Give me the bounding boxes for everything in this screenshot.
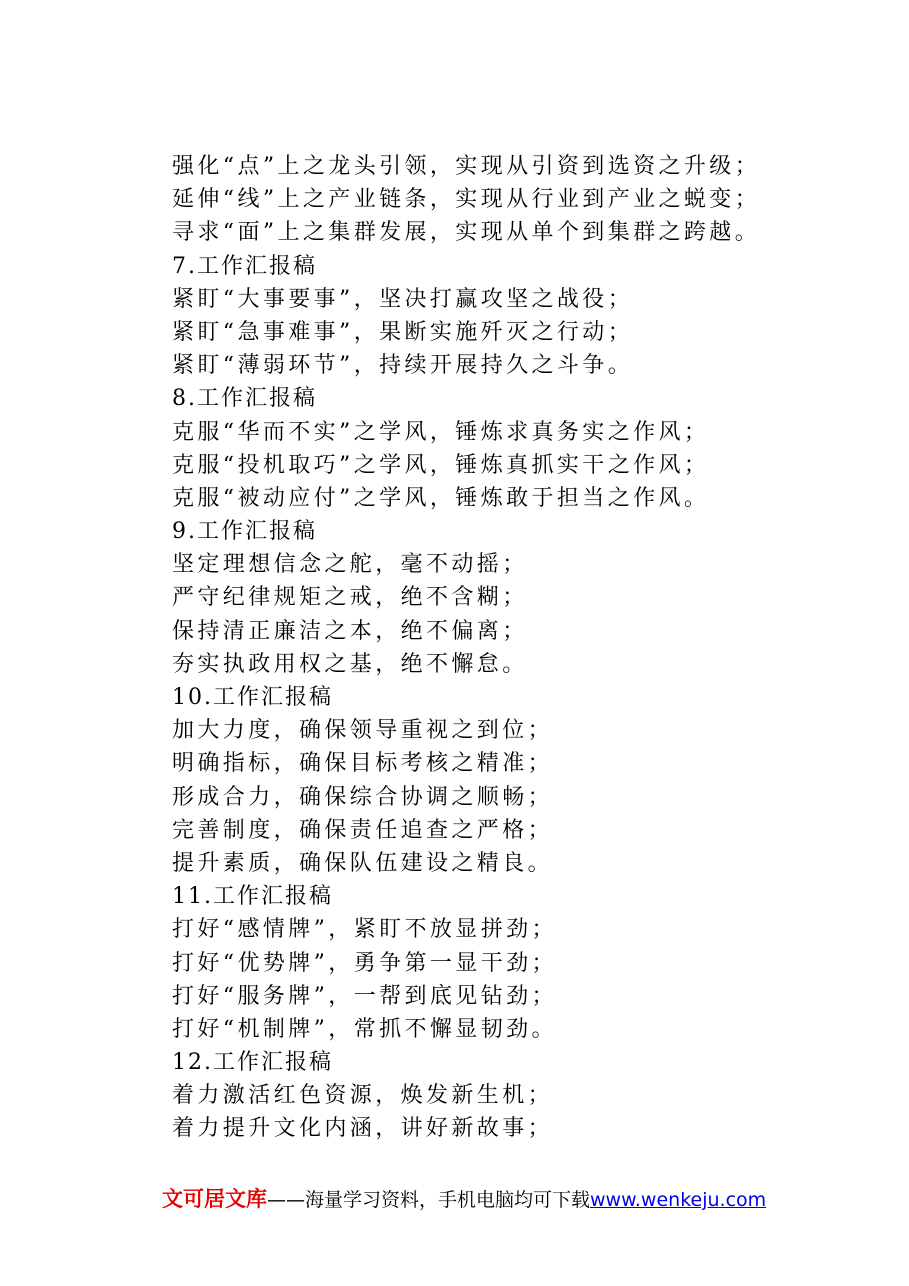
text-line: 着力激活红色资源，焕发新生机； xyxy=(172,1083,554,1109)
text-line: 打好“优势牌”，勇争第一显干劲； xyxy=(172,950,557,976)
text-line: 紧盯“急事难事”，果断实施歼灭之行动； xyxy=(172,319,634,345)
section-heading: 12.工作汇报稿 xyxy=(172,1050,333,1076)
footer-brand: 文可居文库 xyxy=(162,1187,267,1211)
text-line: 延伸“线”上之产业链条，实现从行业到产业之蜕变； xyxy=(172,187,761,213)
text-line: 严守纪律规矩之戒，绝不含糊； xyxy=(172,585,528,611)
text-line: 强化“点”上之龙头引领，实现从引资到选资之升级； xyxy=(172,154,761,179)
text-line: 完善制度，确保责任追查之严格； xyxy=(172,817,554,843)
text-line: 克服“被动应付”之学风，锤炼敢于担当之作风。 xyxy=(172,485,710,511)
text-line: 打好“机制牌”，常抓不懈显韧劲。 xyxy=(172,1016,557,1042)
text-line: 紧盯“薄弱环节”，持续开展持久之斗争。 xyxy=(172,353,634,379)
section-heading: 9.工作汇报稿 xyxy=(172,519,317,545)
document-body xyxy=(172,150,872,1146)
section-heading: 11.工作汇报稿 xyxy=(172,884,333,910)
text-line: 夯实执政用权之基，绝不懈怠。 xyxy=(172,651,528,677)
text-line: 克服“华而不实”之学风，锤炼求真务实之作风； xyxy=(172,419,710,445)
text-line: 保持清正廉洁之本，绝不偏离； xyxy=(172,618,528,644)
section-heading: 7.工作汇报稿 xyxy=(172,253,317,279)
text-line: 着力提升文化内涵，讲好新故事； xyxy=(172,1116,554,1142)
text-line: 明确指标，确保目标考核之精准； xyxy=(172,751,554,777)
text-line: 加大力度，确保领导重视之到位； xyxy=(172,718,554,744)
text-line: 坚定理想信念之舵，毫不动摇； xyxy=(172,552,528,578)
text-line: 提升素质，确保队伍建设之精良。 xyxy=(172,850,554,876)
footer-banner xyxy=(162,1183,766,1213)
footer-link[interactable]: www.wenkeju.com xyxy=(590,1189,767,1211)
text-line: 紧盯“大事要事”，坚决打赢攻坚之战役； xyxy=(172,286,634,312)
text-line: 打好“感情牌”，紧盯不放显拼劲； xyxy=(172,917,557,943)
text-line: 克服“投机取巧”之学风，锤炼真抓实干之作风； xyxy=(172,452,710,478)
section-heading: 8.工作汇报稿 xyxy=(172,386,317,412)
footer-slogan: ——海量学习资料，手机电脑均可下载 xyxy=(267,1189,591,1211)
section-heading: 10.工作汇报稿 xyxy=(172,685,333,710)
text-line: 打好“服务牌”，一帮到底见钻劲； xyxy=(172,983,557,1009)
text-line: 形成合力，确保综合协调之顺畅； xyxy=(172,784,554,810)
text-line: 寻求“面”上之集群发展，实现从单个到集群之跨越。 xyxy=(172,220,761,246)
